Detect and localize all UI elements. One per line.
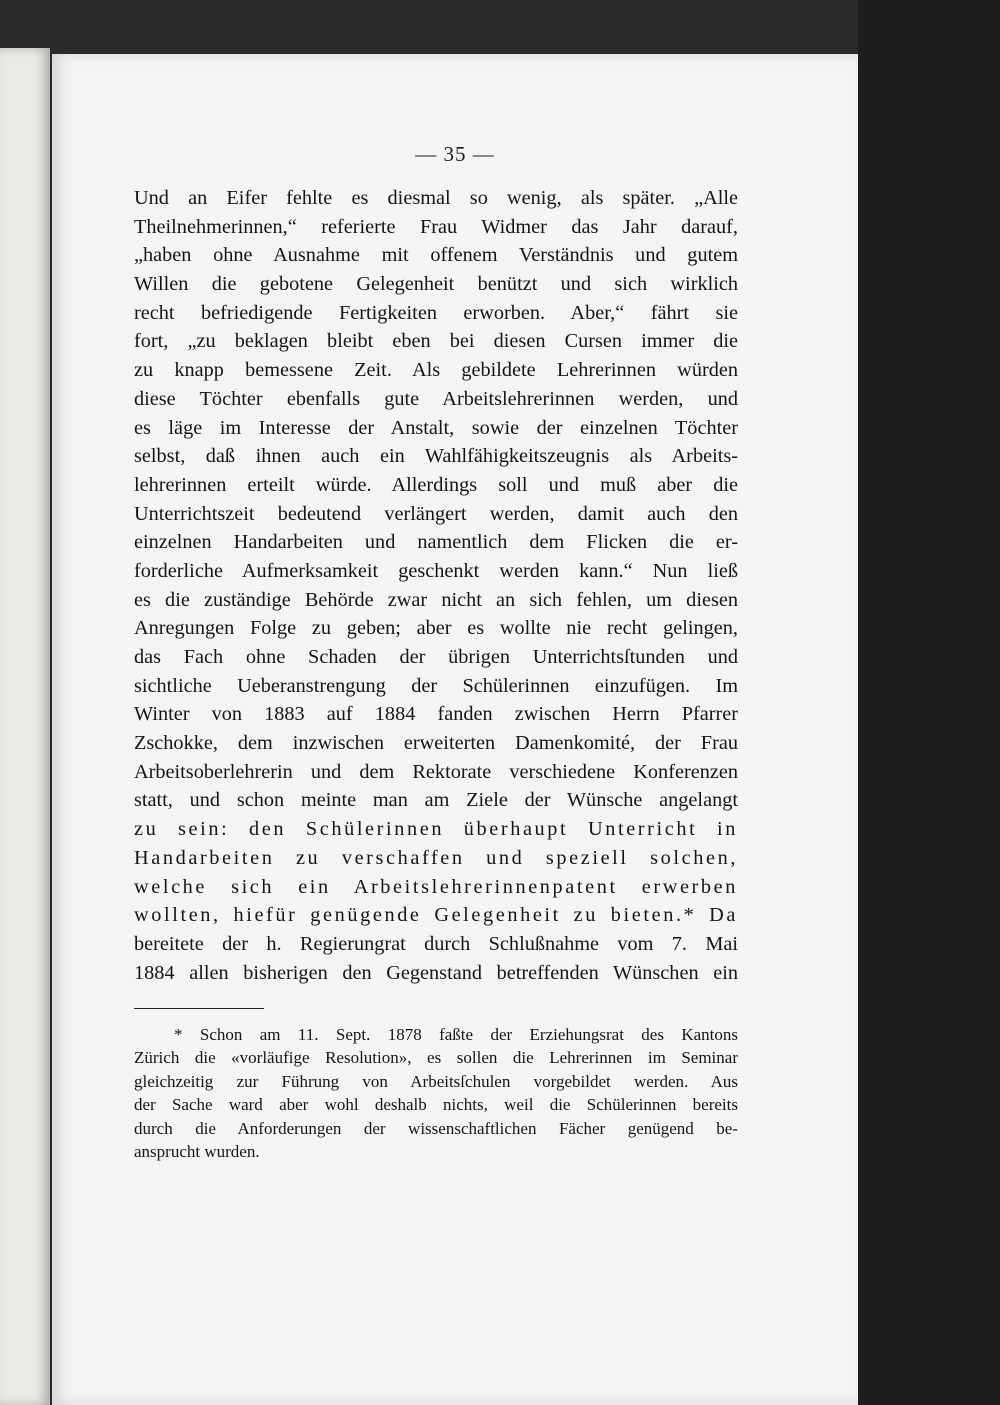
footnote-line: der Sache ward aber wohl deshalb nichts, weil die Schülerinnen bereits xyxy=(134,1095,738,1115)
text-line-spaced: Handarbeiten zu verschaffen und speziell solchen, xyxy=(134,846,738,869)
text-line: fort, „zu beklagen bleibt eben bei diesen Cursen immer die xyxy=(134,330,738,353)
text-line: Arbeitsoberlehrerin und dem Rektorate verschiedene Konferenzen xyxy=(134,760,738,783)
page-number: — 35 — xyxy=(415,142,495,166)
main-text xyxy=(134,184,738,987)
text-line-spaced: wollten, hiefür genügende Gelegenheit zu bieten.* Da xyxy=(134,904,738,927)
scan-background-right xyxy=(858,0,1000,1405)
text-line: Zschokke, dem inzwischen erweiterten Damenkomité, der Frau xyxy=(134,732,738,755)
text-line: das Fach ohne Schaden der übrigen Unterrichtsſtunden und xyxy=(134,646,738,668)
footnote xyxy=(134,1023,738,1163)
text-line: selbst, daß ihnen auch ein Wahlfähigkeitszeugnis als Arbeits- xyxy=(134,445,738,468)
text-line: sichtliche Ueberanstrengung der Schülerinnen einzufügen. Im xyxy=(134,674,738,697)
text-line-spaced: zu sein: den Schülerinnen überhaupt Unterricht in xyxy=(134,818,738,841)
text-line: recht befriedigende Fertigkeiten erworben. Aber,“ fährt sie xyxy=(134,301,738,324)
text-line: es die zuständige Behörde zwar nicht an sich fehlen, um diesen xyxy=(134,588,738,611)
footnote-line: * Schon am 11. Sept. 1878 faßte der Erziehungsrat des Kantons xyxy=(174,1025,738,1044)
text-line: Und an Eifer fehlte es diesmal so wenig, als später. „Alle xyxy=(134,187,738,209)
text-line: Anregungen Folge zu geben; aber es wollte nie recht gelingen, xyxy=(134,617,738,640)
text-line: forderliche Aufmerksamkeit geschenkt werden kann.“ Nun ließ xyxy=(134,559,738,582)
text-line: einzelnen Handarbeiten und namentlich dem Flicken die er- xyxy=(134,531,738,554)
book-page xyxy=(52,54,858,1405)
text-line: zu knapp bemessene Zeit. Als gebildete Lehrerinnen würden xyxy=(134,359,738,382)
footnote-line: Zürich die «vorläufige Resolution», es sollen die Lehrerinnen im Seminar xyxy=(134,1048,738,1068)
text-line: lehrerinnen erteilt würde. Allerdings soll und muß aber die xyxy=(134,473,738,496)
text-line: Winter von 1883 auf 1884 fanden zwischen Herrn Pfarrer xyxy=(134,703,738,726)
text-line: diese Töchter ebenfalls gute Arbeitslehrerinnen werden, und xyxy=(134,387,738,410)
footnote-line: durch die Anforderungen der wissenschaftlichen Fächer genügend be- xyxy=(134,1118,738,1138)
text-line: bereitete der h. Regierungrat durch Schlußnahme vom 7. Mai xyxy=(134,932,738,955)
text-line: Theilnehmerinnen,“ referierte Frau Widmer das Jahr darauf, xyxy=(134,215,738,238)
text-line: „haben ohne Ausnahme mit offenem Verständnis und gutem xyxy=(134,244,738,267)
footnote-line: ansprucht wurden. xyxy=(134,1141,260,1161)
text-line: es läge im Interesse der Anstalt, sowie der einzelnen Töchter xyxy=(134,416,738,439)
facing-page-edge xyxy=(0,48,50,1405)
text-line: 1884 allen bisherigen den Gegenstand betreffenden Wünschen ein xyxy=(134,961,738,984)
footnote-line: gleichzeitig zur Führung von Arbeitsſchulen vorgebildet werden. Aus xyxy=(134,1071,738,1091)
text-line-spaced: welche sich ein Arbeitslehrerinnenpatent erwerben xyxy=(134,875,738,898)
footnote-divider xyxy=(134,1008,264,1009)
text-line: Willen die gebotene Gelegenheit benützt und sich wirklich xyxy=(134,273,738,296)
text-line: Unterrichtszeit bedeutend verlängert werden, damit auch den xyxy=(134,502,738,525)
text-line: statt, und schon meinte man am Ziele der Wünsche angelangt xyxy=(134,789,738,812)
